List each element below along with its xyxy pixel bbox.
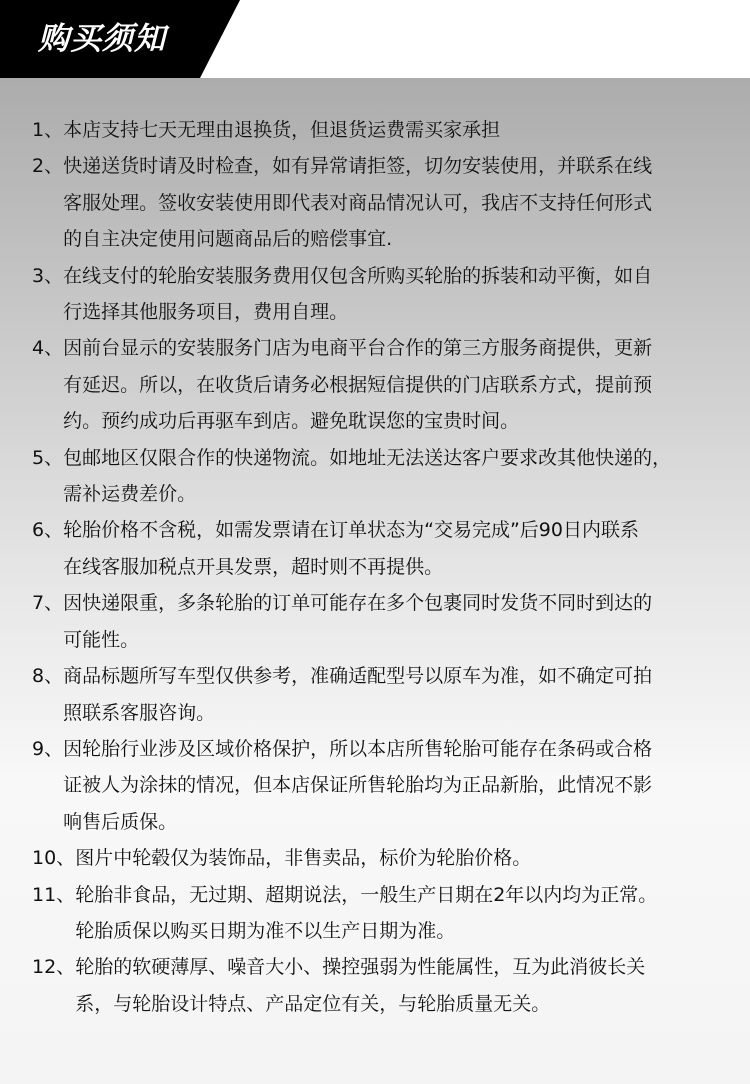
rule-number: 10、 — [32, 847, 76, 870]
rule-line: 因快递限重，多条轮胎的订单可能存在多个包裹同时发货不同时到达的 — [63, 592, 653, 615]
rule-line: 图片中轮毂仅为装饰品，非售卖品，标价为轮胎价格。 — [75, 847, 532, 870]
rule-item — [32, 877, 732, 950]
rule-number: 9、 — [32, 737, 64, 760]
rule-number: 6、 — [32, 519, 64, 542]
rule-item — [32, 330, 732, 439]
rule-item — [32, 658, 732, 731]
rule-line: 约。预约成功后再驱车到店。避免耽误您的宝贵时间。 — [63, 410, 520, 433]
purchase-rules-list — [32, 112, 732, 1022]
rule-number: 5、 — [32, 446, 64, 469]
rule-text — [63, 148, 732, 257]
rule-line: 轮胎非食品，无过期、超期说法，一般生产日期在2年以内均为正常。 — [75, 883, 658, 906]
rule-line: 系，与轮胎设计特点、产品定位有关，与轮胎质量无关。 — [75, 992, 551, 1015]
rule-line: 在线支付的轮胎安装服务费用仅包含所购买轮胎的拆装和动平衡，如自 — [63, 264, 653, 287]
rule-text — [63, 440, 732, 513]
rule-text — [63, 731, 732, 840]
rule-item — [32, 585, 732, 658]
rule-text — [63, 258, 732, 331]
rule-line: 可能性。 — [63, 628, 140, 651]
rule-line: 商品标题所写车型仅供参考，准确适配型号以原车为准，如不确定可拍 — [63, 665, 653, 688]
rule-line: 有延迟。所以，在收货后请务必根据短信提供的门店联系方式，提前预 — [63, 373, 653, 396]
rule-number: 2、 — [32, 155, 64, 178]
rule-item — [32, 949, 732, 1022]
rule-line: 包邮地区仅限合作的快递物流。如地址无法送达客户要求改其他快递的， — [63, 446, 672, 469]
rule-text — [75, 840, 732, 876]
rule-line: 轮胎的软硬薄厚、噪音大小、操控强弱为性能属性，互为此消彼长关 — [75, 956, 646, 979]
rule-item — [32, 840, 732, 876]
rule-item — [32, 731, 732, 840]
rule-item — [32, 512, 732, 585]
rule-line: 轮胎质保以购买日期为准不以生产日期为准。 — [75, 919, 456, 942]
rule-line: 轮胎价格不含税，如需发票请在订单状态为“交易完成”后90日内联系 — [63, 519, 639, 542]
rule-item — [32, 112, 732, 148]
rule-line: 本店支持七天无理由退换货，但退货运费需买家承担 — [63, 119, 501, 141]
rule-text — [75, 877, 732, 950]
rule-line: 在线客服加税点开具发票，超时则不再提供。 — [63, 555, 444, 578]
rule-number: 11、 — [32, 883, 76, 906]
rule-line: 行选择其他服务项目，费用自理。 — [63, 301, 349, 324]
rule-line: 响售后质保。 — [63, 810, 178, 833]
rule-text — [63, 658, 732, 731]
rule-number: 4、 — [32, 337, 64, 360]
header-bar — [0, 0, 750, 78]
rule-line: 快递送货时请及时检查，如有异常请拒签，切勿安装使用，并联系在线 — [63, 155, 653, 178]
rule-number: 7、 — [32, 592, 64, 615]
rule-text — [63, 112, 732, 148]
rule-number: 12、 — [32, 956, 76, 979]
rule-line: 照联系客服咨询。 — [63, 701, 216, 724]
rule-number: 8、 — [32, 665, 64, 688]
rule-item — [32, 148, 732, 257]
rule-line: 的自主决定使用问题商品后的赔偿事宜. — [63, 228, 393, 251]
rule-text — [75, 949, 732, 1022]
rule-item — [32, 258, 732, 331]
rule-text — [63, 512, 732, 585]
rule-item — [32, 440, 732, 513]
rule-line: 因前台显示的安装服务门店为电商平台合作的第三方服务商提供，更新 — [63, 337, 653, 360]
rule-line: 证被人为涂抹的情况，但本店保证所售轮胎均为正品新胎，此情况不影 — [63, 774, 653, 797]
rule-text — [63, 585, 732, 658]
rule-number: 3、 — [32, 264, 64, 287]
rule-text — [63, 330, 732, 439]
rule-line: 客服处理。签收安装使用即代表对商品情况认可，我店不支持任何形式 — [63, 191, 653, 214]
page-title: 购买须知 — [38, 21, 166, 57]
rule-line: 需补运费差价。 — [63, 483, 197, 506]
rule-number: 1、 — [32, 119, 64, 141]
rule-line: 因轮胎行业涉及区域价格保护，所以本店所售轮胎可能存在条码或合格 — [63, 737, 653, 760]
